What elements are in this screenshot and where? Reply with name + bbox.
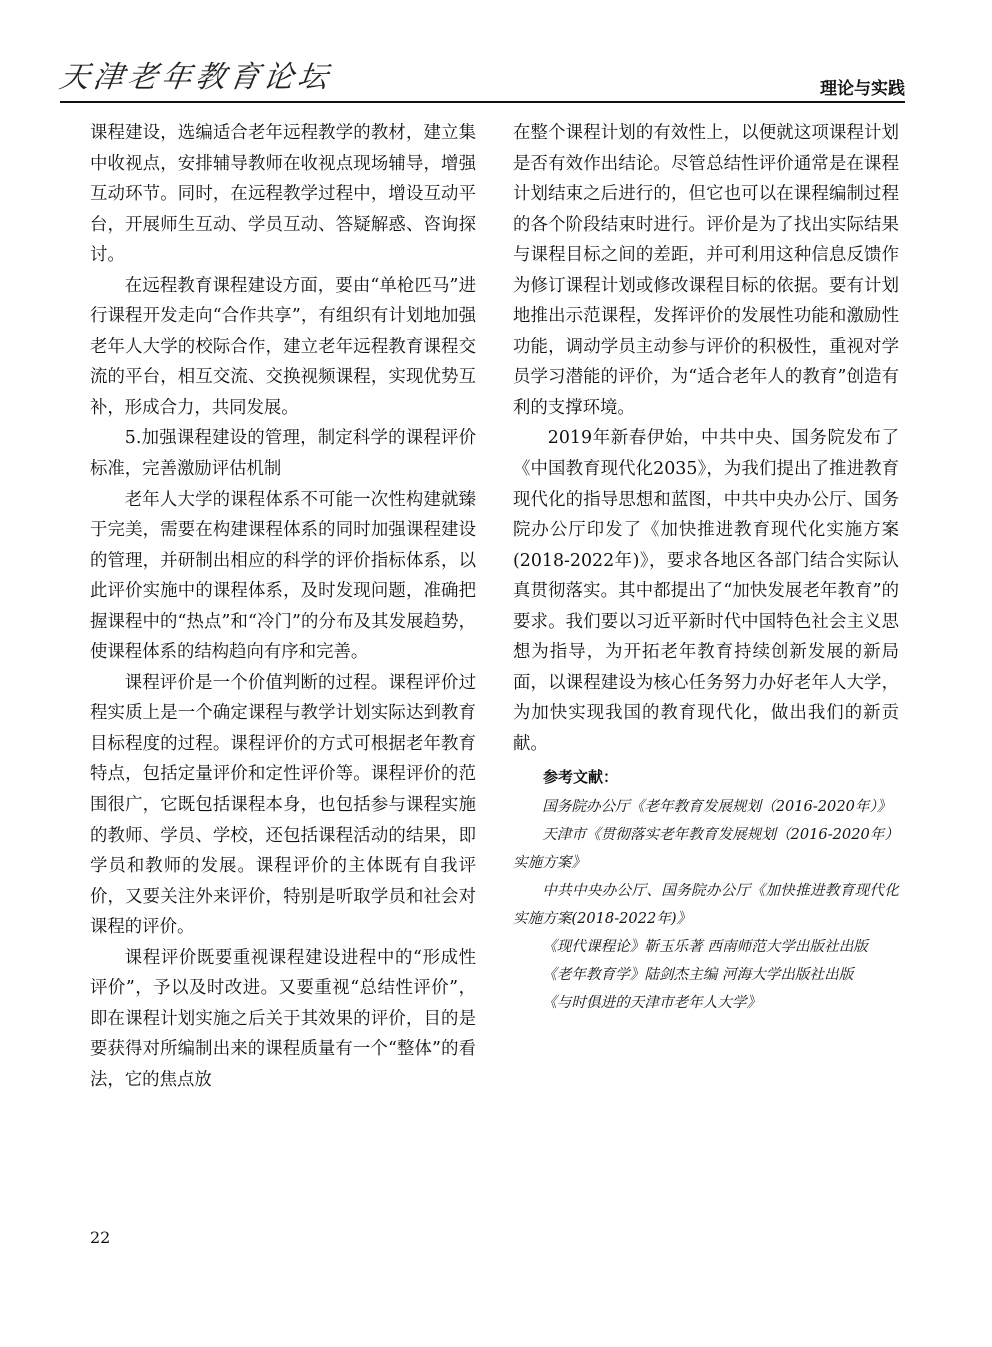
reference-item: 国务院办公厅《老年教育发展规划（2016-2020年）》 bbox=[542, 798, 892, 816]
paragraph: 课程评价是一个价值判断的过程。课程评价过程实质上是一个确定课程与教学计划实际达到教育目标程度的过程。课程评价的方式可根据老年教育特点，包括定量评价和定性评价等。课程评价的范围很广，它既包括课程本身，也包括参与课程实施的教师、学员、学校，还包括课程活动的结果，即学员和教师的发展。课程评价的主体既有自我评价，又要关注外来评价，特别是听取学员和社会对课程的评价。 bbox=[90, 672, 476, 938]
right-column bbox=[513, 118, 899, 1017]
paragraph: 在整个课程计划的有效性上，以便就这项课程计划是否有效作出结论。尽管总结性评价通常是在课程计划结束之后进行的，但它也可以在课程编制过程的各个阶段结束时进行。评价是为了找出实际结果与课程目标之间的差距，并可利用这种信息反馈作为修订课程计划或修改课程目标的依据。要有计划地推出示范课程，发挥评价的发展性功能和激励性功能，调动学员主动参与评价的积极性，重视对学员学习潜能的评价，为“适合老年人的教育”创造有利的支撑环境。 bbox=[513, 123, 899, 418]
header-rule bbox=[60, 101, 905, 103]
reference-item: 天津市《贯彻落实老年教育发展规划（2016-2020年）实施方案》 bbox=[513, 826, 899, 872]
journal-logo: 天津老年教育论坛 bbox=[57, 60, 334, 95]
paragraph: 老年人大学的课程体系不可能一次性构建就臻于完美，需要在构建课程体系的同时加强课程建设的管理，并研制出相应的科学的评价指标体系，以此评价实施中的课程体系，及时发现问题，准确把握课程中的“热点”和“冷门”的分布及其发展趋势，使课程体系的结构趋向有序和完善。 bbox=[90, 489, 476, 663]
references-title: 参考文献： bbox=[543, 768, 619, 787]
paragraph: 2019年新春伊始，中共中央、国务院发布了《中国教育现代化2035》，为我们提出了推进教育现代化的指导思想和蓝图，中共中央办公厅、国务院办公厅印发了《加快推进教育现代化实施方案(2018-2022年)》，要求各地区各部门结合实际认真贯彻落实。其中都提出了“加快发展老年教育”的要求。我们要以习近平新时代中国特色社会主义思想为指导，为开拓老年教育持续创新发展的新局面，以课程建设为核心任务努力办好老年人大学，为加快实现我国的教育现代化，做出我们的新贡献。 bbox=[513, 428, 899, 754]
reference-item: 中共中央办公厅、国务院办公厅《加快推进教育现代化实施方案(2018-2022年)》 bbox=[513, 882, 899, 928]
paragraph-heading: 5.加强课程建设的管理，制定科学的课程评价标准，完善激励评估机制 bbox=[90, 428, 476, 480]
page-header bbox=[57, 44, 905, 104]
page-number: 22 bbox=[90, 1228, 111, 1247]
paragraph: 课程评价既要重视课程建设进程中的“形成性评价”，予以及时改进。又要重视“总结性评价”，即在课程计划实施之后关于其效果的评价，目的是要获得对所编制出来的课程质量有一个“整体”的看法，它的焦点放 bbox=[90, 947, 476, 1090]
paragraph: 在远程教育课程建设方面，要由“单枪匹马”进行课程开发走向“合作共享”，有组织有计划地加强老年人大学的校际合作，建立老年远程教育课程交流的平台，相互交流、交换视频课程，实现优势互补，形成合力，共同发展。 bbox=[90, 275, 476, 418]
reference-item: 《现代课程论》靳玉乐著 西南师范大学出版社出版 bbox=[542, 938, 868, 956]
reference-item: 《老年教育学》陆剑杰主编 河海大学出版社出版 bbox=[542, 966, 854, 984]
paragraph: 课程建设，选编适合老年远程教学的教材，建立集中收视点，安排辅导教师在收视点现场辅导，增强互动环节。同时，在远程教学过程中，增设互动平台，开展师生互动、学员互动、答疑解惑、咨询探讨。 bbox=[90, 123, 476, 266]
section-title: 理论与实践 bbox=[820, 79, 905, 99]
left-column bbox=[90, 118, 476, 1096]
reference-item: 《与时俱进的天津市老年人大学》 bbox=[542, 994, 762, 1012]
